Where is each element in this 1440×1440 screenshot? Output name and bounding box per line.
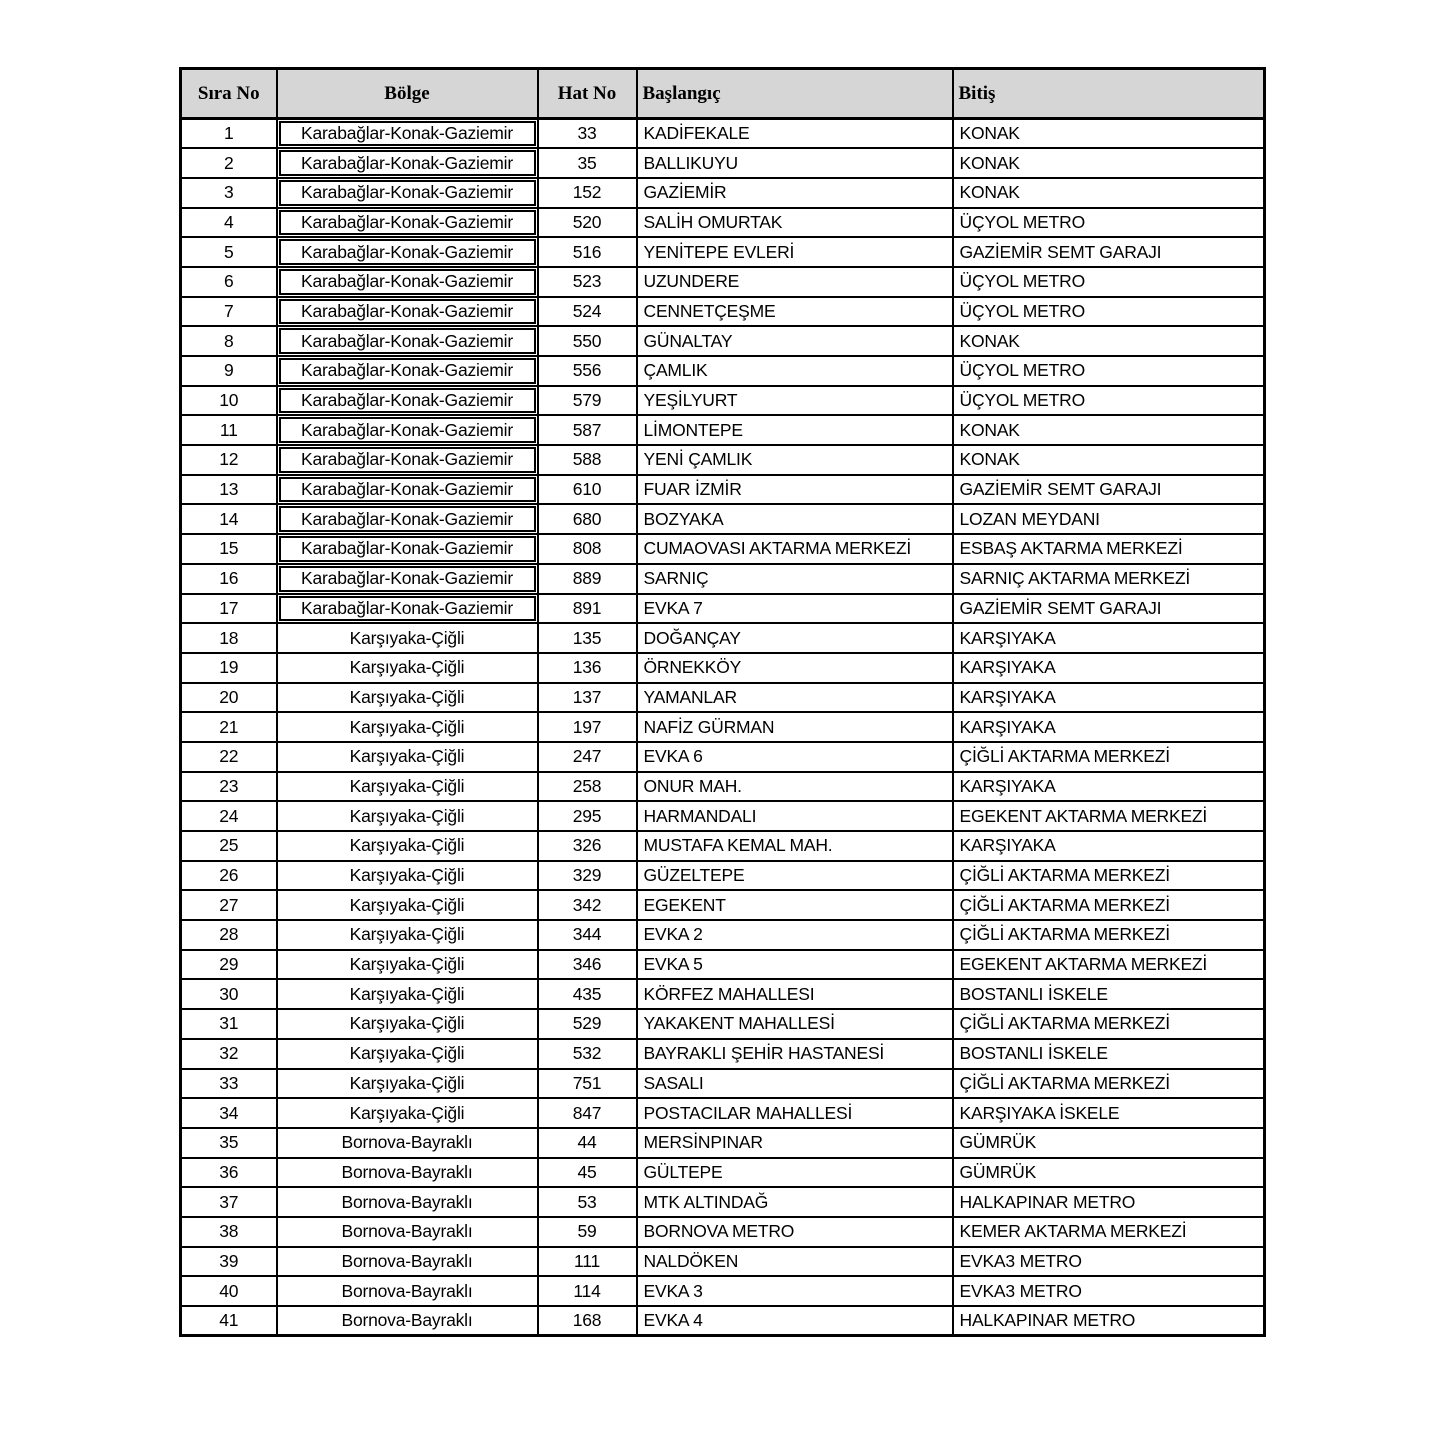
cell-baslangic: BOZYAKA bbox=[637, 504, 953, 534]
cell-baslangic: BAYRAKLI ŞEHİR HASTANESİ bbox=[637, 1039, 953, 1069]
table-row bbox=[181, 1158, 1265, 1188]
table-row bbox=[181, 415, 1265, 445]
cell-baslangic: EVKA 7 bbox=[637, 594, 953, 624]
cell-sira-no: 32 bbox=[181, 1039, 277, 1069]
cell-bolge: Karşıyaka-Çiğli bbox=[277, 1069, 538, 1099]
cell-sira-no: 38 bbox=[181, 1217, 277, 1247]
cell-baslangic: EVKA 6 bbox=[637, 742, 953, 772]
cell-hat-no: 550 bbox=[538, 326, 637, 356]
cell-hat-no: 532 bbox=[538, 1039, 637, 1069]
table-row bbox=[181, 237, 1265, 267]
cell-bolge: Karşıyaka-Çiğli bbox=[277, 801, 538, 831]
table-row bbox=[181, 119, 1265, 149]
cell-baslangic: YAKAKENT MAHALLESİ bbox=[637, 1009, 953, 1039]
cell-baslangic: NALDÖKEN bbox=[637, 1247, 953, 1277]
cell-hat-no: 891 bbox=[538, 594, 637, 624]
cell-bolge: Karşıyaka-Çiğli bbox=[277, 712, 538, 742]
table-row bbox=[181, 831, 1265, 861]
cell-bolge: Karşıyaka-Çiğli bbox=[277, 1098, 538, 1128]
cell-sira-no: 1 bbox=[181, 119, 277, 149]
cell-sira-no: 35 bbox=[181, 1128, 277, 1158]
cell-hat-no: 53 bbox=[538, 1187, 637, 1217]
column-header-bolge: Bölge bbox=[277, 69, 538, 119]
table-row bbox=[181, 594, 1265, 624]
cell-baslangic: SALİH OMURTAK bbox=[637, 208, 953, 238]
table-row bbox=[181, 801, 1265, 831]
cell-sira-no: 3 bbox=[181, 178, 277, 208]
cell-baslangic: YENİ ÇAMLIK bbox=[637, 445, 953, 475]
cell-sira-no: 25 bbox=[181, 831, 277, 861]
cell-sira-no: 7 bbox=[181, 297, 277, 327]
cell-hat-no: 135 bbox=[538, 623, 637, 653]
cell-bitis: HALKAPINAR METRO bbox=[953, 1306, 1265, 1336]
cell-bolge: Karabağlar-Konak-Gaziemir bbox=[277, 208, 538, 238]
cell-hat-no: 556 bbox=[538, 356, 637, 386]
cell-bitis: KONAK bbox=[953, 178, 1265, 208]
cell-baslangic: GÜNALTAY bbox=[637, 326, 953, 356]
table-row bbox=[181, 564, 1265, 594]
cell-baslangic: HARMANDALI bbox=[637, 801, 953, 831]
cell-sira-no: 2 bbox=[181, 148, 277, 178]
cell-hat-no: 344 bbox=[538, 920, 637, 950]
cell-bitis: KONAK bbox=[953, 415, 1265, 445]
cell-bitis: ÜÇYOL METRO bbox=[953, 267, 1265, 297]
cell-bitis: ÇİĞLİ AKTARMA MERKEZİ bbox=[953, 742, 1265, 772]
cell-bolge: Karabağlar-Konak-Gaziemir bbox=[277, 148, 538, 178]
cell-hat-no: 329 bbox=[538, 861, 637, 891]
cell-hat-no: 59 bbox=[538, 1217, 637, 1247]
table-row bbox=[181, 861, 1265, 891]
table-row bbox=[181, 534, 1265, 564]
cell-sira-no: 20 bbox=[181, 683, 277, 713]
cell-bitis: EVKA3 METRO bbox=[953, 1276, 1265, 1306]
cell-bolge: Karşıyaka-Çiğli bbox=[277, 920, 538, 950]
cell-sira-no: 34 bbox=[181, 1098, 277, 1128]
cell-baslangic: GÜLTEPE bbox=[637, 1158, 953, 1188]
cell-baslangic: SARNIÇ bbox=[637, 564, 953, 594]
cell-bitis: KARŞIYAKA bbox=[953, 712, 1265, 742]
cell-hat-no: 111 bbox=[538, 1247, 637, 1277]
cell-sira-no: 36 bbox=[181, 1158, 277, 1188]
cell-bitis: ÜÇYOL METRO bbox=[953, 386, 1265, 416]
cell-hat-no: 588 bbox=[538, 445, 637, 475]
cell-baslangic: DOĞANÇAY bbox=[637, 623, 953, 653]
cell-bolge: Bornova-Bayraklı bbox=[277, 1128, 538, 1158]
cell-bolge: Karşıyaka-Çiğli bbox=[277, 653, 538, 683]
cell-baslangic: SASALI bbox=[637, 1069, 953, 1099]
table-row bbox=[181, 653, 1265, 683]
cell-bitis: KONAK bbox=[953, 445, 1265, 475]
cell-baslangic: ÇAMLIK bbox=[637, 356, 953, 386]
cell-bitis: GAZİEMİR SEMT GARAJI bbox=[953, 475, 1265, 505]
cell-hat-no: 258 bbox=[538, 772, 637, 802]
table-row bbox=[181, 683, 1265, 713]
cell-baslangic: MTK ALTINDAĞ bbox=[637, 1187, 953, 1217]
cell-bolge: Karşıyaka-Çiğli bbox=[277, 742, 538, 772]
cell-hat-no: 168 bbox=[538, 1306, 637, 1336]
cell-bolge: Bornova-Bayraklı bbox=[277, 1276, 538, 1306]
table-row bbox=[181, 504, 1265, 534]
table-row bbox=[181, 326, 1265, 356]
cell-baslangic: POSTACILAR MAHALLESİ bbox=[637, 1098, 953, 1128]
cell-hat-no: 342 bbox=[538, 890, 637, 920]
cell-hat-no: 114 bbox=[538, 1276, 637, 1306]
cell-sira-no: 41 bbox=[181, 1306, 277, 1336]
cell-bolge: Karabağlar-Konak-Gaziemir bbox=[277, 356, 538, 386]
cell-sira-no: 22 bbox=[181, 742, 277, 772]
cell-hat-no: 751 bbox=[538, 1069, 637, 1099]
cell-bolge: Bornova-Bayraklı bbox=[277, 1217, 538, 1247]
cell-hat-no: 435 bbox=[538, 979, 637, 1009]
cell-baslangic: MERSİNPINAR bbox=[637, 1128, 953, 1158]
cell-bitis: BOSTANLI İSKELE bbox=[953, 979, 1265, 1009]
cell-bolge: Karşıyaka-Çiğli bbox=[277, 979, 538, 1009]
cell-bitis: EVKA3 METRO bbox=[953, 1247, 1265, 1277]
cell-hat-no: 889 bbox=[538, 564, 637, 594]
cell-bitis: KONAK bbox=[953, 119, 1265, 149]
cell-bitis: ÜÇYOL METRO bbox=[953, 208, 1265, 238]
table-row bbox=[181, 742, 1265, 772]
cell-hat-no: 33 bbox=[538, 119, 637, 149]
cell-hat-no: 520 bbox=[538, 208, 637, 238]
cell-hat-no: 610 bbox=[538, 475, 637, 505]
cell-bitis: KEMER AKTARMA MERKEZİ bbox=[953, 1217, 1265, 1247]
cell-hat-no: 247 bbox=[538, 742, 637, 772]
cell-baslangic: FUAR İZMİR bbox=[637, 475, 953, 505]
cell-sira-no: 19 bbox=[181, 653, 277, 683]
table-row bbox=[181, 1187, 1265, 1217]
cell-sira-no: 33 bbox=[181, 1069, 277, 1099]
cell-bolge: Bornova-Bayraklı bbox=[277, 1187, 538, 1217]
cell-baslangic: GÜZELTEPE bbox=[637, 861, 953, 891]
cell-sira-no: 8 bbox=[181, 326, 277, 356]
table-row bbox=[181, 148, 1265, 178]
cell-sira-no: 37 bbox=[181, 1187, 277, 1217]
cell-bolge: Karabağlar-Konak-Gaziemir bbox=[277, 326, 538, 356]
table-row bbox=[181, 1247, 1265, 1277]
cell-bitis: KARŞIYAKA bbox=[953, 683, 1265, 713]
cell-baslangic: YAMANLAR bbox=[637, 683, 953, 713]
cell-bolge: Karabağlar-Konak-Gaziemir bbox=[277, 297, 538, 327]
cell-bolge: Karabağlar-Konak-Gaziemir bbox=[277, 237, 538, 267]
cell-bolge: Karabağlar-Konak-Gaziemir bbox=[277, 564, 538, 594]
table-row bbox=[181, 623, 1265, 653]
cell-baslangic: CUMAOVASI AKTARMA MERKEZİ bbox=[637, 534, 953, 564]
cell-bitis: HALKAPINAR METRO bbox=[953, 1187, 1265, 1217]
cell-baslangic: YENİTEPE EVLERİ bbox=[637, 237, 953, 267]
cell-bolge: Karşıyaka-Çiğli bbox=[277, 623, 538, 653]
table-row bbox=[181, 772, 1265, 802]
cell-hat-no: 516 bbox=[538, 237, 637, 267]
cell-sira-no: 13 bbox=[181, 475, 277, 505]
table-row bbox=[181, 1039, 1265, 1069]
cell-baslangic: EVKA 4 bbox=[637, 1306, 953, 1336]
cell-sira-no: 28 bbox=[181, 920, 277, 950]
cell-bolge: Karabağlar-Konak-Gaziemir bbox=[277, 386, 538, 416]
cell-hat-no: 808 bbox=[538, 534, 637, 564]
column-header-baslangic: Başlangıç bbox=[637, 69, 953, 119]
cell-sira-no: 12 bbox=[181, 445, 277, 475]
table-row bbox=[181, 979, 1265, 1009]
cell-hat-no: 587 bbox=[538, 415, 637, 445]
cell-baslangic: EGEKENT bbox=[637, 890, 953, 920]
table-row bbox=[181, 712, 1265, 742]
cell-baslangic: YEŞİLYURT bbox=[637, 386, 953, 416]
cell-baslangic: MUSTAFA KEMAL MAH. bbox=[637, 831, 953, 861]
column-header-sira-no: Sıra No bbox=[181, 69, 277, 119]
table-row bbox=[181, 920, 1265, 950]
cell-sira-no: 21 bbox=[181, 712, 277, 742]
cell-sira-no: 24 bbox=[181, 801, 277, 831]
cell-sira-no: 14 bbox=[181, 504, 277, 534]
cell-sira-no: 10 bbox=[181, 386, 277, 416]
cell-sira-no: 27 bbox=[181, 890, 277, 920]
table-row bbox=[181, 1069, 1265, 1099]
cell-hat-no: 136 bbox=[538, 653, 637, 683]
cell-hat-no: 44 bbox=[538, 1128, 637, 1158]
cell-bolge: Bornova-Bayraklı bbox=[277, 1158, 538, 1188]
table-row bbox=[181, 267, 1265, 297]
cell-hat-no: 45 bbox=[538, 1158, 637, 1188]
table-row bbox=[181, 297, 1265, 327]
cell-bitis: ÇİĞLİ AKTARMA MERKEZİ bbox=[953, 1009, 1265, 1039]
cell-bitis: LOZAN MEYDANI bbox=[953, 504, 1265, 534]
cell-bitis: ÇİĞLİ AKTARMA MERKEZİ bbox=[953, 1069, 1265, 1099]
cell-baslangic: KADİFEKALE bbox=[637, 119, 953, 149]
table-row bbox=[181, 950, 1265, 980]
cell-sira-no: 18 bbox=[181, 623, 277, 653]
cell-bolge: Karşıyaka-Çiğli bbox=[277, 861, 538, 891]
cell-bitis: BOSTANLI İSKELE bbox=[953, 1039, 1265, 1069]
cell-bolge: Karabağlar-Konak-Gaziemir bbox=[277, 178, 538, 208]
bus-routes-table bbox=[179, 67, 1266, 1337]
cell-bitis: KARŞIYAKA bbox=[953, 831, 1265, 861]
table-row bbox=[181, 386, 1265, 416]
cell-sira-no: 30 bbox=[181, 979, 277, 1009]
cell-bitis: GAZİEMİR SEMT GARAJI bbox=[953, 594, 1265, 624]
cell-bolge: Karabağlar-Konak-Gaziemir bbox=[277, 445, 538, 475]
cell-hat-no: 35 bbox=[538, 148, 637, 178]
cell-hat-no: 523 bbox=[538, 267, 637, 297]
cell-baslangic: KÖRFEZ MAHALLESI bbox=[637, 979, 953, 1009]
cell-baslangic: EVKA 2 bbox=[637, 920, 953, 950]
cell-hat-no: 529 bbox=[538, 1009, 637, 1039]
cell-bitis: GAZİEMİR SEMT GARAJI bbox=[953, 237, 1265, 267]
table-row bbox=[181, 890, 1265, 920]
cell-sira-no: 16 bbox=[181, 564, 277, 594]
table-row bbox=[181, 1276, 1265, 1306]
cell-bitis: ESBAŞ AKTARMA MERKEZİ bbox=[953, 534, 1265, 564]
cell-hat-no: 346 bbox=[538, 950, 637, 980]
cell-hat-no: 152 bbox=[538, 178, 637, 208]
header-row bbox=[181, 69, 1265, 119]
cell-baslangic: ONUR MAH. bbox=[637, 772, 953, 802]
cell-bolge: Karşıyaka-Çiğli bbox=[277, 772, 538, 802]
table-row bbox=[181, 1009, 1265, 1039]
cell-bolge: Bornova-Bayraklı bbox=[277, 1247, 538, 1277]
cell-baslangic: NAFİZ GÜRMAN bbox=[637, 712, 953, 742]
cell-hat-no: 326 bbox=[538, 831, 637, 861]
cell-bitis: EGEKENT AKTARMA MERKEZİ bbox=[953, 801, 1265, 831]
cell-sira-no: 4 bbox=[181, 208, 277, 238]
cell-baslangic: LİMONTEPE bbox=[637, 415, 953, 445]
table-row bbox=[181, 1098, 1265, 1128]
cell-bolge: Karabağlar-Konak-Gaziemir bbox=[277, 415, 538, 445]
cell-hat-no: 524 bbox=[538, 297, 637, 327]
cell-bitis: KONAK bbox=[953, 326, 1265, 356]
cell-bitis: KONAK bbox=[953, 148, 1265, 178]
cell-bolge: Karşıyaka-Çiğli bbox=[277, 1039, 538, 1069]
cell-hat-no: 579 bbox=[538, 386, 637, 416]
cell-bitis: KARŞIYAKA bbox=[953, 772, 1265, 802]
cell-sira-no: 6 bbox=[181, 267, 277, 297]
cell-hat-no: 137 bbox=[538, 683, 637, 713]
cell-bolge: Bornova-Bayraklı bbox=[277, 1306, 538, 1336]
cell-baslangic: EVKA 3 bbox=[637, 1276, 953, 1306]
cell-bolge: Karabağlar-Konak-Gaziemir bbox=[277, 267, 538, 297]
cell-bitis: SARNIÇ AKTARMA MERKEZİ bbox=[953, 564, 1265, 594]
cell-bolge: Karabağlar-Konak-Gaziemir bbox=[277, 119, 538, 149]
table-row bbox=[181, 208, 1265, 238]
table-row bbox=[181, 475, 1265, 505]
cell-bolge: Karşıyaka-Çiğli bbox=[277, 683, 538, 713]
table-row bbox=[181, 178, 1265, 208]
cell-baslangic: BALLIKUYU bbox=[637, 148, 953, 178]
cell-bitis: EGEKENT AKTARMA MERKEZİ bbox=[953, 950, 1265, 980]
cell-hat-no: 680 bbox=[538, 504, 637, 534]
cell-baslangic: UZUNDERE bbox=[637, 267, 953, 297]
column-header-bitis: Bitiş bbox=[953, 69, 1265, 119]
cell-bitis: ÇİĞLİ AKTARMA MERKEZİ bbox=[953, 861, 1265, 891]
cell-bitis: KARŞIYAKA bbox=[953, 623, 1265, 653]
cell-hat-no: 847 bbox=[538, 1098, 637, 1128]
cell-baslangic: ÖRNEKKÖY bbox=[637, 653, 953, 683]
cell-bolge: Karşıyaka-Çiğli bbox=[277, 890, 538, 920]
cell-sira-no: 11 bbox=[181, 415, 277, 445]
cell-sira-no: 29 bbox=[181, 950, 277, 980]
table-body bbox=[181, 119, 1265, 1336]
table-row bbox=[181, 1128, 1265, 1158]
cell-baslangic: BORNOVA METRO bbox=[637, 1217, 953, 1247]
cell-sira-no: 9 bbox=[181, 356, 277, 386]
cell-sira-no: 5 bbox=[181, 237, 277, 267]
cell-sira-no: 23 bbox=[181, 772, 277, 802]
table-row bbox=[181, 356, 1265, 386]
cell-bolge: Karabağlar-Konak-Gaziemir bbox=[277, 534, 538, 564]
cell-bitis: ÜÇYOL METRO bbox=[953, 356, 1265, 386]
cell-baslangic: CENNETÇEŞME bbox=[637, 297, 953, 327]
cell-bitis: GÜMRÜK bbox=[953, 1158, 1265, 1188]
cell-hat-no: 197 bbox=[538, 712, 637, 742]
cell-bitis: ÜÇYOL METRO bbox=[953, 297, 1265, 327]
cell-sira-no: 39 bbox=[181, 1247, 277, 1277]
cell-bitis: KARŞIYAKA bbox=[953, 653, 1265, 683]
table-row bbox=[181, 1217, 1265, 1247]
table-row bbox=[181, 445, 1265, 475]
cell-sira-no: 26 bbox=[181, 861, 277, 891]
cell-sira-no: 15 bbox=[181, 534, 277, 564]
cell-bitis: ÇİĞLİ AKTARMA MERKEZİ bbox=[953, 890, 1265, 920]
cell-sira-no: 17 bbox=[181, 594, 277, 624]
cell-bitis: KARŞIYAKA İSKELE bbox=[953, 1098, 1265, 1128]
cell-bitis: ÇİĞLİ AKTARMA MERKEZİ bbox=[953, 920, 1265, 950]
cell-bolge: Karşıyaka-Çiğli bbox=[277, 950, 538, 980]
cell-bolge: Karşıyaka-Çiğli bbox=[277, 831, 538, 861]
cell-bolge: Karşıyaka-Çiğli bbox=[277, 1009, 538, 1039]
cell-baslangic: EVKA 5 bbox=[637, 950, 953, 980]
cell-baslangic: GAZİEMİR bbox=[637, 178, 953, 208]
table-row bbox=[181, 1306, 1265, 1336]
cell-bolge: Karabağlar-Konak-Gaziemir bbox=[277, 475, 538, 505]
column-header-hat-no: Hat No bbox=[538, 69, 637, 119]
cell-bolge: Karabağlar-Konak-Gaziemir bbox=[277, 594, 538, 624]
cell-bolge: Karabağlar-Konak-Gaziemir bbox=[277, 504, 538, 534]
cell-bitis: GÜMRÜK bbox=[953, 1128, 1265, 1158]
cell-hat-no: 295 bbox=[538, 801, 637, 831]
cell-sira-no: 31 bbox=[181, 1009, 277, 1039]
cell-sira-no: 40 bbox=[181, 1276, 277, 1306]
